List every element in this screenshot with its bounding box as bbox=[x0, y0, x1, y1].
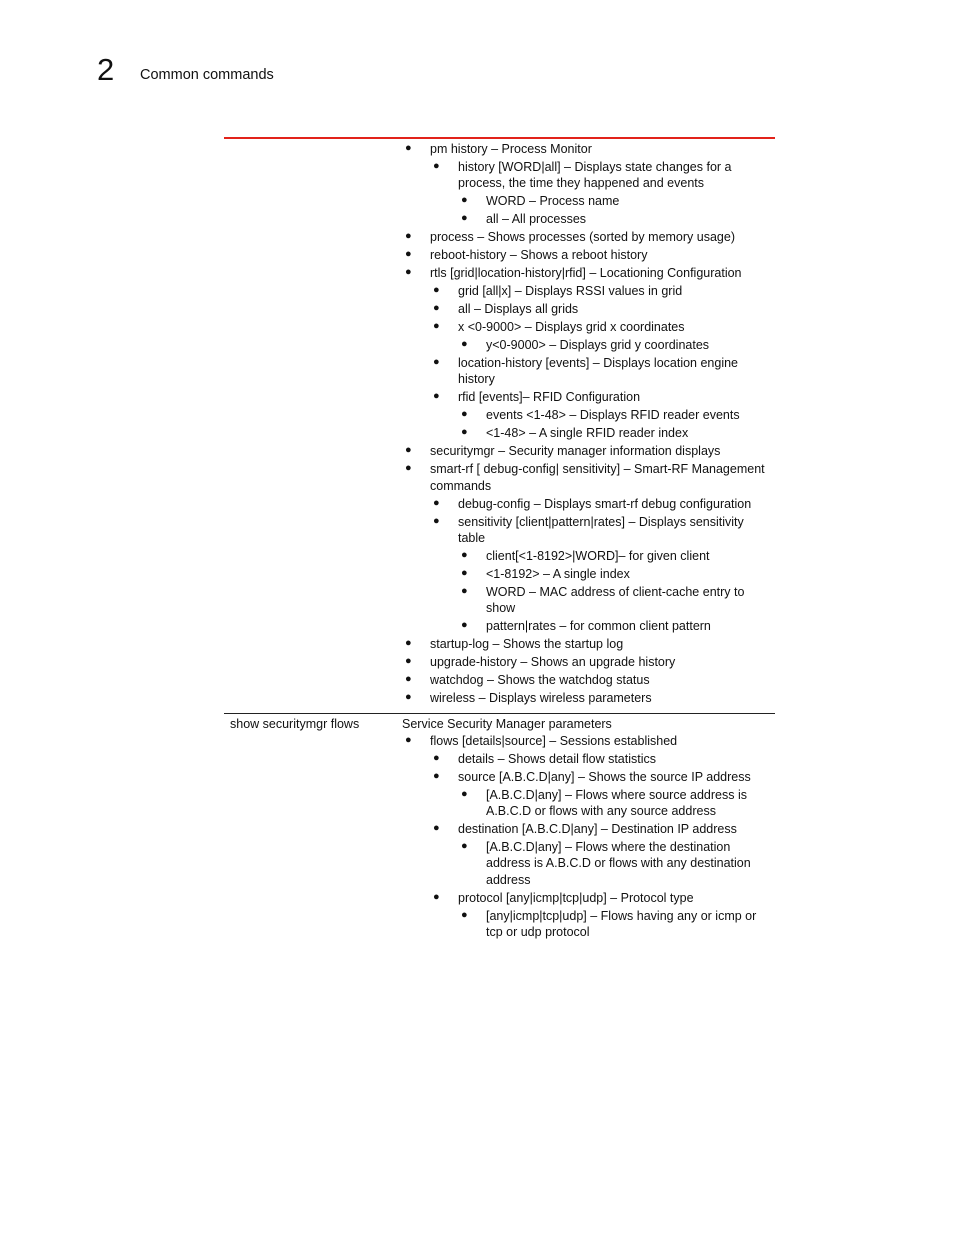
list-item bbox=[402, 407, 774, 423]
list-item-text: all – Displays all grids bbox=[458, 302, 579, 317]
list-item-text: rfid [events]– RFID Configuration bbox=[458, 390, 641, 405]
list-item bbox=[402, 769, 774, 785]
list-item bbox=[402, 751, 774, 767]
bullet-icon: ● bbox=[461, 840, 468, 853]
list-item bbox=[402, 159, 774, 191]
bullet-icon: ● bbox=[433, 302, 440, 315]
list-item-text: [A.B.C.D|any] – Flows where the destination address is A.B.C.D or flows with any destination address bbox=[486, 840, 751, 887]
bullet-icon: ● bbox=[433, 514, 440, 527]
bullet-icon: ● bbox=[461, 788, 468, 800]
bullet-icon: ● bbox=[405, 691, 412, 704]
section2-bullet-list bbox=[402, 733, 774, 942]
list-item bbox=[402, 690, 774, 706]
list-item-text: sensitivity [client|pattern|rates] – Displays sensitivity table bbox=[458, 514, 744, 545]
bullet-icon: ● bbox=[433, 770, 440, 782]
bullet-icon: ● bbox=[405, 462, 412, 475]
bullet-icon: ● bbox=[433, 752, 440, 764]
bullet-icon: ● bbox=[433, 890, 440, 903]
list-item bbox=[402, 548, 774, 564]
list-item-text: destination [A.B.C.D|any] – Destination IP address bbox=[458, 822, 737, 837]
list-item bbox=[402, 355, 774, 387]
command-name: show securitymgr flows bbox=[230, 717, 360, 731]
list-item-text: details – Shows detail flow statistics bbox=[458, 752, 657, 766]
bullet-icon: ● bbox=[433, 284, 440, 297]
bullet-icon: ● bbox=[433, 356, 440, 369]
bullet-icon: ● bbox=[405, 444, 412, 457]
bullet-icon: ● bbox=[461, 194, 468, 207]
bullet-icon: ● bbox=[461, 548, 468, 561]
bullet-icon: ● bbox=[405, 266, 412, 279]
bullet-icon: ● bbox=[405, 230, 412, 243]
list-item bbox=[402, 265, 774, 281]
list-item bbox=[402, 839, 774, 888]
table-row-divider bbox=[224, 713, 775, 714]
list-item-text: [any|icmp|tcp|udp] – Flows having any or icmp or tcp or udp protocol bbox=[486, 908, 757, 939]
section1-bullet-list bbox=[402, 141, 774, 708]
list-item-text: [A.B.C.D|any] – Flows where source address is A.B.C.D or flows with any source address bbox=[486, 788, 747, 819]
list-item-text: <1-8192> – A single index bbox=[486, 566, 630, 581]
list-item bbox=[402, 247, 774, 263]
list-item-text: smart-rf [ debug-config| sensitivity] – Smart-RF Management commands bbox=[430, 462, 765, 493]
list-item bbox=[402, 672, 774, 688]
list-item bbox=[402, 211, 774, 227]
list-item-text: client[<1-8192>|WORD]– for given client bbox=[486, 548, 710, 563]
list-item bbox=[402, 389, 774, 405]
list-item-text: process – Shows processes (sorted by memory usage) bbox=[430, 230, 735, 245]
list-item-text: WORD – MAC address of client-cache entry to show bbox=[486, 584, 745, 616]
list-item-text: protocol [any|icmp|tcp|udp] – Protocol type bbox=[458, 890, 694, 905]
list-item-text: grid [all|x] – Displays RSSI values in grid bbox=[458, 284, 683, 299]
list-item-text: location-history [events] – Displays location engine history bbox=[458, 356, 739, 387]
list-item bbox=[402, 443, 774, 459]
list-item-text: source [A.B.C.D|any] – Shows the source IP address bbox=[458, 770, 751, 784]
list-item-text: <1-48> – A single RFID reader index bbox=[486, 426, 689, 441]
bullet-icon: ● bbox=[405, 655, 412, 668]
bullet-icon: ● bbox=[433, 496, 440, 509]
list-item-text: all – All processes bbox=[486, 212, 587, 227]
list-item bbox=[402, 514, 774, 546]
bullet-icon: ● bbox=[405, 142, 412, 154]
list-item-text: events <1-48> – Displays RFID reader events bbox=[486, 408, 740, 423]
bullet-icon: ● bbox=[461, 619, 468, 632]
bullet-icon: ● bbox=[405, 734, 412, 746]
table-top-rule bbox=[224, 137, 775, 139]
list-item-text: pattern|rates – for common client pattern bbox=[486, 619, 711, 634]
list-item bbox=[402, 425, 774, 441]
list-item-text: WORD – Process name bbox=[486, 194, 620, 209]
chapter-number: 2 bbox=[97, 52, 115, 87]
list-item-text: history [WORD|all] – Displays state changes for a process, the time they happened and events bbox=[458, 160, 732, 191]
list-item bbox=[402, 566, 774, 582]
bullet-icon: ● bbox=[461, 408, 468, 421]
bullet-icon: ● bbox=[461, 908, 468, 921]
list-item bbox=[402, 908, 774, 940]
list-item bbox=[402, 301, 774, 317]
list-item bbox=[402, 193, 774, 209]
list-item-text: startup-log – Shows the startup log bbox=[430, 637, 624, 652]
list-item-text: wireless – Displays wireless parameters bbox=[430, 691, 652, 706]
bullet-icon: ● bbox=[461, 212, 468, 225]
list-item-text: securitymgr – Security manager information displays bbox=[430, 444, 721, 459]
command-description: Service Security Manager parameters bbox=[402, 717, 612, 731]
bullet-icon: ● bbox=[405, 248, 412, 261]
list-item bbox=[402, 584, 774, 616]
list-item bbox=[402, 636, 774, 652]
list-item-text: watchdog – Shows the watchdog status bbox=[430, 673, 650, 688]
list-item bbox=[402, 319, 774, 335]
list-item bbox=[402, 618, 774, 634]
list-item bbox=[402, 496, 774, 512]
list-item-text: rtls [grid|location-history|rfid] – Locationing Configuration bbox=[430, 266, 742, 281]
list-item bbox=[402, 141, 774, 157]
bullet-icon: ● bbox=[461, 584, 468, 597]
list-item-text: debug-config – Displays smart-rf debug configuration bbox=[458, 496, 752, 511]
list-item-text: reboot-history – Shows a reboot history bbox=[430, 248, 648, 263]
list-item bbox=[402, 461, 774, 493]
list-item-text: flows [details|source] – Sessions established bbox=[430, 734, 678, 748]
list-item bbox=[402, 787, 774, 819]
bullet-icon: ● bbox=[433, 320, 440, 333]
list-item-text: pm history – Process Monitor bbox=[430, 142, 592, 156]
bullet-icon: ● bbox=[405, 673, 412, 686]
list-item-text: y<0-9000> – Displays grid y coordinates bbox=[486, 338, 710, 353]
list-item bbox=[402, 654, 774, 670]
bullet-icon: ● bbox=[433, 390, 440, 403]
bullet-icon: ● bbox=[433, 160, 440, 172]
chapter-title: Common commands bbox=[140, 67, 274, 83]
bullet-icon: ● bbox=[461, 426, 468, 439]
list-item-text: x <0-9000> – Displays grid x coordinates bbox=[458, 320, 685, 335]
bullet-icon: ● bbox=[433, 822, 440, 835]
list-item-text: upgrade-history – Shows an upgrade history bbox=[430, 655, 676, 670]
list-item bbox=[402, 229, 774, 245]
list-item bbox=[402, 890, 774, 906]
list-item bbox=[402, 283, 774, 299]
list-item bbox=[402, 337, 774, 353]
bullet-icon: ● bbox=[405, 637, 412, 650]
bullet-icon: ● bbox=[461, 566, 468, 579]
list-item bbox=[402, 821, 774, 837]
list-item bbox=[402, 733, 774, 749]
bullet-icon: ● bbox=[461, 338, 468, 351]
